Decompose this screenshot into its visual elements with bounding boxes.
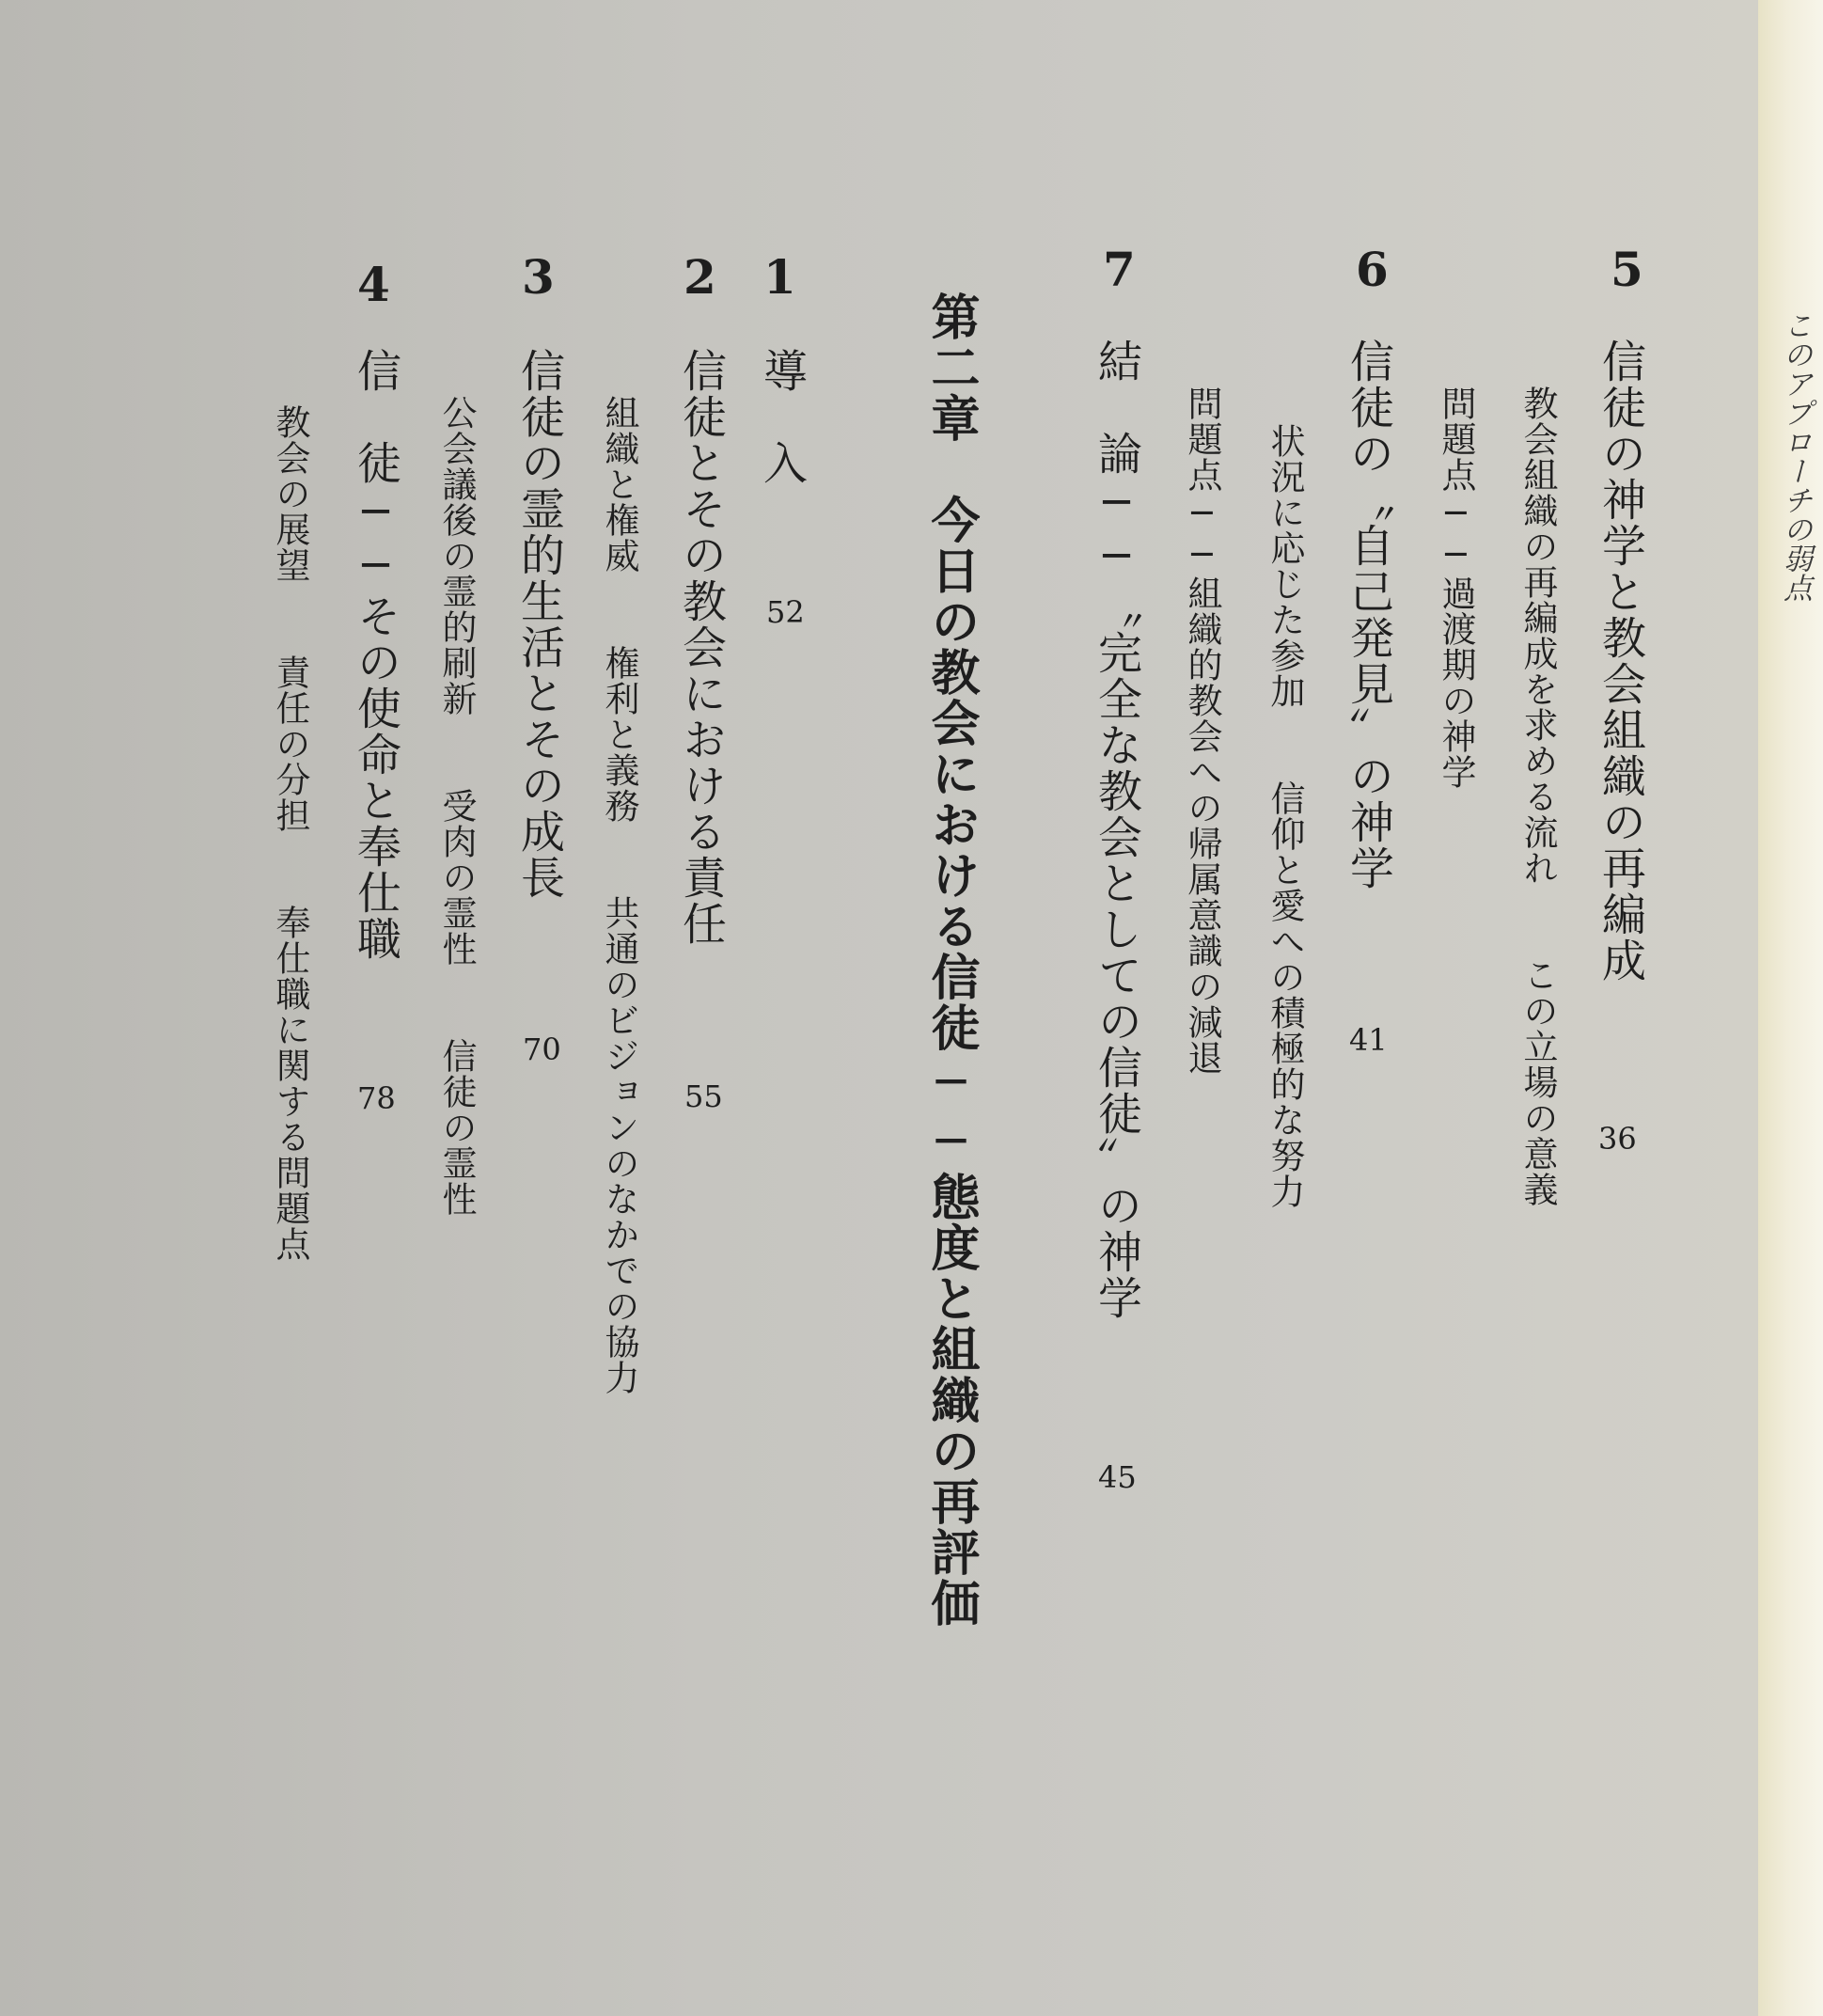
section-number-4: 4 (357, 257, 390, 312)
section-number-6: 6 (1356, 242, 1389, 297)
section-title-3[interactable]: 信徒の霊的生活とその成長 (513, 348, 565, 901)
subheading-2-1: 組織と権威 権利と義務 共通のビジョンのなかでの協力 (599, 395, 639, 1395)
subheading-5-1: 教会組織の再編成を求める流れ この立場の意義 (1517, 386, 1558, 1207)
page-number-41: 41 (1349, 1022, 1388, 1058)
running-head: このアプローチの弱点 (1778, 310, 1812, 602)
subheading-5-2: 問題点──過渡期の神学 (1436, 386, 1476, 790)
section-title-1[interactable]: 導 入 (756, 348, 808, 486)
facing-page-edge (1758, 0, 1823, 2016)
page-number-70: 70 (523, 1032, 561, 1067)
section-title-7[interactable]: 結 論──〝完全な教会としての信徒〟の神学 (1091, 339, 1142, 1321)
page-number-52: 52 (766, 594, 805, 630)
subheading-4-1: 教会の展望 責任の分担 奉仕職に関する問題点 (270, 404, 310, 1262)
section-number-1: 1 (763, 249, 796, 305)
section-number-7: 7 (1103, 242, 1136, 297)
section-title-6[interactable]: 信徒の〝自己発見〟の神学 (1343, 339, 1394, 891)
page-number-36: 36 (1598, 1121, 1637, 1157)
section-number-2: 2 (684, 249, 716, 305)
section-number-3: 3 (522, 249, 555, 305)
page-number-45: 45 (1098, 1459, 1137, 1495)
chapter-title[interactable]: 第二章 今日の教会における信徒──態度と組織の再評価 (922, 291, 980, 1629)
page-number-55: 55 (684, 1079, 723, 1114)
page-number-78: 78 (357, 1080, 396, 1116)
section-title-2[interactable]: 信徒とその教会における責任 (675, 348, 727, 947)
section-number-5: 5 (1611, 242, 1643, 297)
section-title-4[interactable]: 信 徒──その使命と奉仕職 (350, 348, 401, 962)
subheading-6-2: 問題点──組織的教会への帰属意識の減退 (1182, 386, 1222, 1076)
section-title-5[interactable]: 信徒の神学と教会組織の再編成 (1595, 339, 1646, 984)
subheading-3-1: 公会議後の霊的刷新 受肉の霊性 信徒の霊性 (436, 395, 477, 1217)
show-through-text (1302, 235, 1345, 322)
subheading-6-1: 状況に応じた参加 信仰と愛への積極的な努力 (1265, 423, 1305, 1209)
